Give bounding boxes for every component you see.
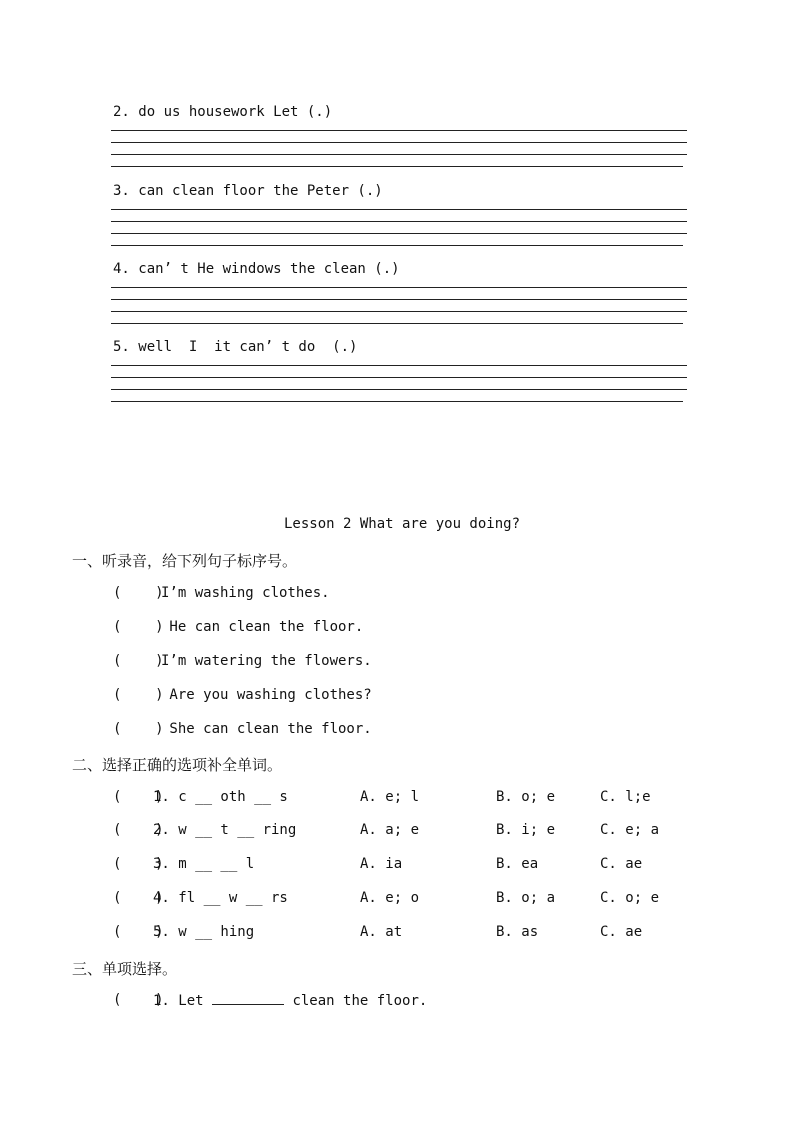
question-stem: 1. c __ oth __ s bbox=[153, 789, 288, 805]
option-b: B. as bbox=[496, 924, 539, 940]
option-a: A. e; o bbox=[360, 890, 420, 906]
writing-line[interactable] bbox=[111, 142, 687, 143]
sentence-text: She can clean the floor. bbox=[161, 721, 372, 737]
option-a: A. at bbox=[360, 924, 403, 940]
writing-line[interactable] bbox=[111, 389, 687, 390]
answer-paren[interactable]: ( ) bbox=[113, 924, 164, 940]
rewrite-question-4 bbox=[111, 261, 687, 325]
option-b: B. ea bbox=[496, 856, 539, 872]
option-a: A. a; e bbox=[360, 822, 420, 838]
writing-line[interactable] bbox=[111, 323, 683, 324]
answer-paren[interactable]: ( ) bbox=[113, 822, 164, 838]
writing-line[interactable] bbox=[111, 299, 687, 300]
question-stem: 4. fl __ w __ rs bbox=[153, 890, 288, 906]
sentence-text: I’m washing clothes. bbox=[161, 585, 330, 601]
question-text: 5. well I it can’ t do (.) bbox=[113, 339, 358, 355]
question-stem: 5. w __ hing bbox=[153, 924, 255, 940]
writing-line[interactable] bbox=[111, 166, 683, 167]
question-text: 4. can’ t He windows the clean (.) bbox=[113, 261, 400, 277]
question-stem: 2. w __ t __ ring bbox=[153, 822, 297, 838]
answer-paren[interactable]: ( ) bbox=[113, 653, 164, 669]
writing-line[interactable] bbox=[111, 130, 687, 131]
answer-paren[interactable]: ( ) bbox=[113, 619, 164, 635]
writing-line[interactable] bbox=[111, 233, 687, 234]
question-stem bbox=[153, 992, 427, 1009]
lesson-title: Lesson 2 What are you doing? bbox=[284, 516, 521, 532]
writing-line[interactable] bbox=[111, 209, 687, 210]
rewrite-question-5 bbox=[111, 339, 687, 403]
answer-paren[interactable]: ( ) bbox=[113, 721, 164, 737]
option-b: B. i; e bbox=[496, 822, 556, 838]
writing-line[interactable] bbox=[111, 311, 687, 312]
sentence-text: I’m watering the flowers. bbox=[161, 653, 372, 669]
question-text: 3. can clean floor the Peter (.) bbox=[113, 183, 383, 199]
answer-paren[interactable]: ( ) bbox=[113, 585, 164, 601]
writing-line[interactable] bbox=[111, 377, 687, 378]
question-stem: 3. m __ __ l bbox=[153, 856, 255, 872]
answer-paren[interactable]: ( ) bbox=[113, 856, 164, 872]
option-a: A. e; l bbox=[360, 789, 420, 805]
writing-line[interactable] bbox=[111, 401, 683, 402]
writing-line[interactable] bbox=[111, 221, 687, 222]
answer-paren[interactable]: ( ) bbox=[113, 789, 164, 805]
answer-paren[interactable]: ( ) bbox=[113, 992, 164, 1008]
section-3-heading: 三、单项选择。 bbox=[72, 960, 178, 978]
option-b: B. o; e bbox=[496, 789, 556, 805]
option-b: B. o; a bbox=[496, 890, 556, 906]
option-c: C. l;e bbox=[600, 789, 651, 805]
option-c: C. e; a bbox=[600, 822, 660, 838]
option-c: C. ae bbox=[600, 856, 643, 872]
answer-paren[interactable]: ( ) bbox=[113, 890, 164, 906]
option-c: C. ae bbox=[600, 924, 643, 940]
writing-line[interactable] bbox=[111, 245, 683, 246]
rewrite-question-3 bbox=[111, 183, 687, 247]
section-2-heading: 二、选择正确的选项补全单词。 bbox=[72, 756, 283, 774]
sentence-text: Are you washing clothes? bbox=[161, 687, 372, 703]
writing-line[interactable] bbox=[111, 154, 687, 155]
answer-paren[interactable]: ( ) bbox=[113, 687, 164, 703]
option-c: C. o; e bbox=[600, 890, 660, 906]
question-text: 2. do us housework Let (.) bbox=[113, 104, 333, 120]
option-a: A. ia bbox=[360, 856, 403, 872]
section-1-heading: 一、听录音，给下列句子标序号。 bbox=[72, 552, 298, 570]
sentence-text: He can clean the floor. bbox=[161, 619, 364, 635]
stem-before: 1. Let bbox=[153, 993, 213, 1009]
rewrite-question-2 bbox=[111, 104, 687, 168]
stem-after: clean the floor. bbox=[284, 993, 428, 1009]
fill-in-blank[interactable] bbox=[212, 992, 284, 1005]
writing-line[interactable] bbox=[111, 365, 687, 366]
writing-line[interactable] bbox=[111, 287, 687, 288]
